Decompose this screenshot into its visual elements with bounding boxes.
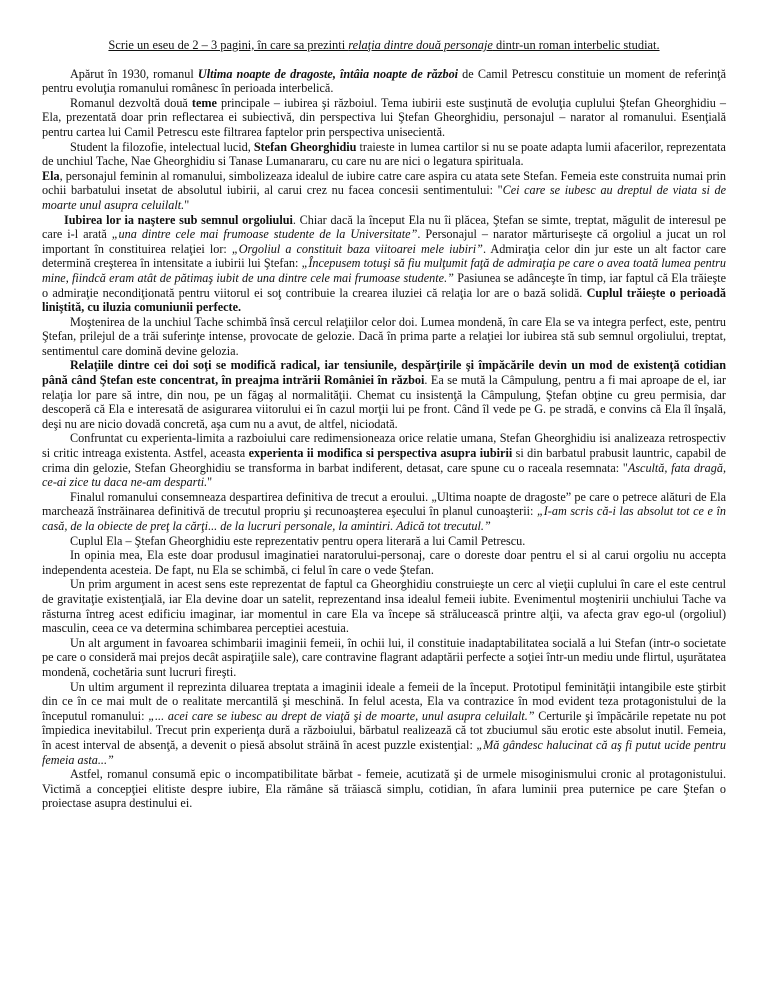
paragraph-razboi: Confruntat cu experienta-limita a razboiului care redimensioneaza orice relatie umana, Stefan Gheorghidiu isi analizeaza retrospectiv si critic intreaga existenta. Astfel, aceasta experienta ii modifica si perspectiva asupra iubirii si din barbatul prabusit launtric, capabil de crima din gelozie, Stefan Gheorghidiu se transforma in barbat indiferent, detasat, care spune cu o raceala resemnata: "Ascultă, fata dragă, ce-ai zice tu daca ne-am desparti." [42, 431, 727, 490]
paragraph-mostenire: Moştenirea de la unchiul Tache schimbă însă cercul relaţiilor celor doi. Lumea mondenă, în care Ela se va integra perfect, este, pentru Ştefan, prilejul de a trăi suferinţe intense, provocate de gelozie. Dacă în prima parte a relaţiei lor iubirea stă sub semnul orgoliului, treptat, sentimentul care domină devine gelozia. [42, 314, 726, 358]
prompt-text-start: Scrie un eseu de 2 – 3 pagini, în care sa prezinti [108, 38, 349, 52]
essay-prompt [42, 38, 726, 53]
paragraph-relatii: Relaţiile dintre cei doi soţi se modifică radical, iar tensiunile, despărţirile şi împăcările devin un mod de existenţă cotidian până când Ştefan este concentrat, în preajma intrării României în război. Ea se mută la Câmpulung, pentru a fi mai aproape de el, iar relaţia lor pare să intre, din nou, pe un făgaş al normalităţii. Chemat cu insistenţă la Câmpulung, Ştefan obţine cu greu permisia, dar descoperă că Ela e interesată de asigurarea viitorului ei în cazul morţii lui pe front. Când îl vede pe G. pe stradă, e convins că Ela îl înşală, deşi nu are nicio dovadă concretă, aşa cum nu a avut, de altfel, niciodată. [42, 358, 726, 431]
prompt-text-italic: relaţia dintre două personaje [348, 38, 493, 52]
paragraph-argument-2: Un alt argument in favoarea schimbarii imaginii femeii, în ochii lui, il constituie inadaptabilitatea socială a lui Stefan (intr-o societate pe care o consideră mai prejos decât aspiraţiile sale), care contravine flagrant adaptării perfecte a soţiei într-un mediu unde flirtul, uşurătatea mondenă, cochetăria sunt lucruri fireşti. [42, 635, 726, 679]
paragraph-ela: Ela, personajul feminin al romanului, simbolizeaza idealul de iubire catre care aspira cu atata sete Stefan. Femeia este construita numai prin ochii barbatului insetat de absolutul iubirii, al carui crez nu facea concesii sentimentului: "Cei care se iubesc au dreptul de viata si de moarte unul asupra celuilalt." [42, 168, 726, 212]
paragraph-orgoliu: Iubirea lor ia naştere sub semnul orgoliului. Chiar dacă la început Ela nu îi plăcea, Ştefan se simte, treptat, măgulit de interesul pe care i-l arată „una dintre cele mai frumoase studente de la Universitate”. Personajul – narator mărturiseşte că orgoliul a jucat un rol important în constituirea relaţiei lor: „Orgoliul a constituit baza viitoarei mele iubiri”. Admiraţia celor din jur este un alt factor care determină creşterea în intensitate a iubirii lui Ştefan: „Începusem totuşi să fiu mulţumit faţă de admiraţia pe care o avea toată lumea pentru mine, fiindcă eram atât de pătimaş iubit de una dintre cele mai frumoase studente.” Pasiunea se adânceşte în timp, iar faptul că Ela trăieşte o admiraţie necondiţionată pentru viitorul ei soţ contribuie la crearea iluziei că relaţia lor are o bază solidă. Cuplul trăieşte o perioadă liniştită, cu iluzia comuniunii perfecte. [42, 212, 726, 315]
paragraph-concluzie: Astfel, romanul consumă epic o incompatibilitate bărbat - femeie, acutizată şi de urmele misoginismului cronic al protagonistului. Victimă a concepţiei elitiste despre iubire, Ela rămâne să trăiască simplu, cotidian, în afara luminii prea puternice pe care Ştefan o proiectase asupra destinului ei. [42, 767, 726, 811]
paragraph-argument-1: Un prim argument in acest sens este reprezentat de faptul ca Gheorghidiu construieşte un cerc al vieţii cuplului în care el este centrul de gravitaţie existenţială, iar Ela devine doar un satelit, reprezentand insa idealul femeii iubite. Evenimentul moştenirii unchiului Tache va răsturna întreg acest edificiu imaginar, iar momentul in care Ela va începe să strălucească printre alţii, va afecta grav ego-ul (orgoliul) masculin, ceea ce va determina schimbarea perceptiei acestuia. [42, 577, 726, 636]
paragraph-argument-3: Un ultim argument il reprezinta diluarea treptata a imaginii ideale a femeii de la început. Prototipul feminităţii intangibile este ştirbit din ce în ce mai mult de o realitate mercantilă şi meschină. In felul acesta, Ela va contrazice în mod evident teza protagonistului de la începutul romanului: „... acei care se iubesc au drept de viaţă şi de moarte, unul asupra celuilalt.” Certurile şi împăcările repetate nu pot împiedica inevitabilul. Trecut prin experienţa dură a războiului, bărbatul realizează că tot zbuciumul său erotic este absolut inutil. Femeia, în acest interval de absenţă, a devenit o piesă absolut străină în acest puzzle existenţial: „Mă gândesc halucinat că aş fi putut ucide pentru femeia asta...” [42, 679, 726, 767]
paragraph-intro: Apărut în 1930, romanul Ultima noapte de dragoste, întâia noapte de război de Camil Petrescu constituie un moment de referinţă pentru evoluţia romanului românesc în perioada interbelică. [42, 66, 726, 96]
paragraph-opinie: In opinia mea, Ela este doar produsul imaginatiei naratorului-personaj, care o doreste doar pentru el si al carui orgoliu nu accepta independenta acesteia. De fapt, nu Ela se schimbă, ci felul în care o vede Ştefan. [42, 548, 726, 577]
paragraph-final: Finalul romanului consemneaza despartirea definitiva de trecut a eroului. „Ultima noapte de dragoste” pe care o petrece alături de Ela marchează înstrăinarea definitivă de trecutul propriu şi recunoaşterea eşecului în planul cunoaşterii: „I-am scris că-i las absolut tot ce e în casă, de la obiecte de preţ la cărţi... de la lucruri personale, la amintiri. Adică tot trecutul.” [42, 489, 726, 533]
prompt-text-end: dintr-un roman interbelic studiat. [492, 38, 660, 52]
paragraph-cuplu: Cuplul Ela – Ştefan Gheorghidiu este reprezentativ pentru opera literară a lui Camil Petrescu. [70, 533, 526, 548]
paragraph-themes: Romanul dezvoltă două teme principale – iubirea şi războiul. Tema iubirii este susţinută de evoluţia cuplului Ştefan Gheorghidiu – Ela, prezentată doar prin reflectarea ei subiectivă, din perspectiva lui Ştefan Gheorghidiu, personajul – narator al romanului. Esenţială pentru cartea lui Camil Petrescu este filtrarea faptelor prin perspectiva unisecientă. [42, 95, 726, 139]
paragraph-stefan: Student la filozofie, intelectual lucid, Stefan Gheorghidiu traieste in lumea cartilor si nu se poate adapta lumii afacerilor, reprezentata de unchiul Tache, Nae Gheorghidiu si Tanase Lumanararu, cu care nu are nici o legatura spirituala. [42, 139, 726, 169]
